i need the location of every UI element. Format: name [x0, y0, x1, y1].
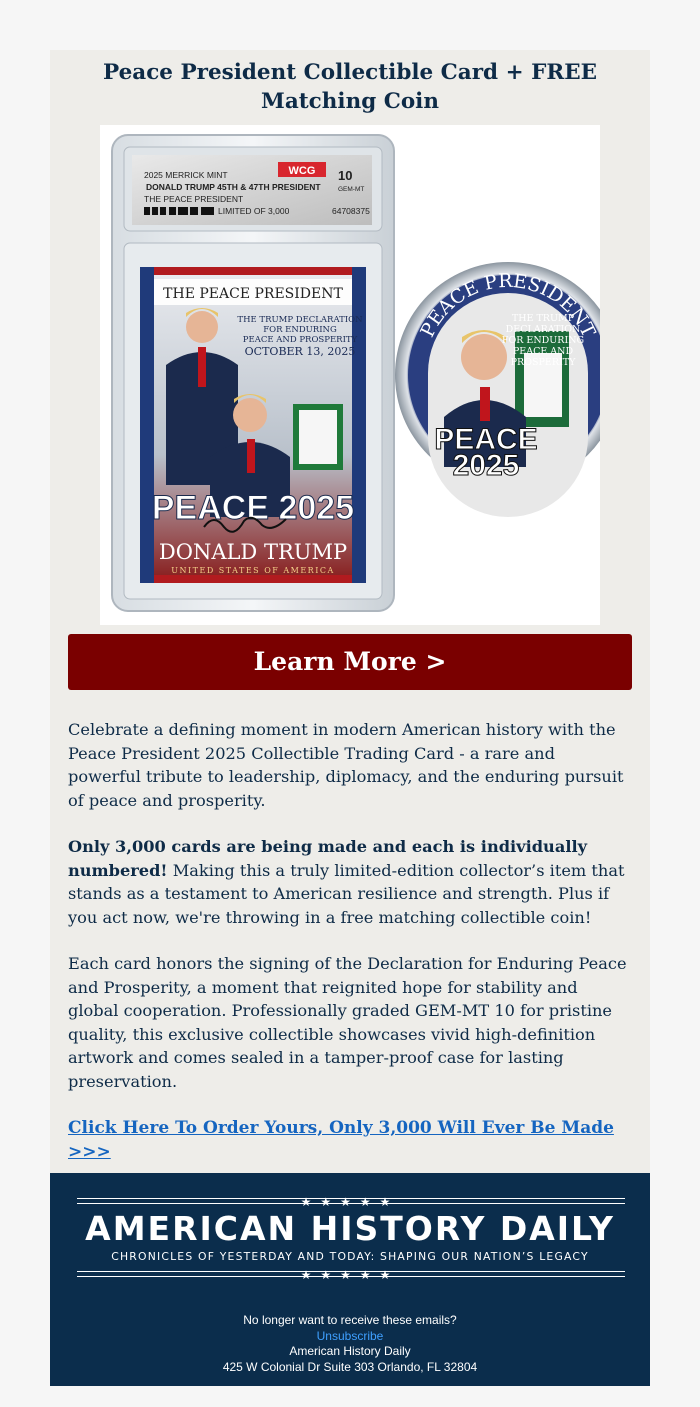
title-line-1: Peace President Collectible Card + FREE: [103, 60, 597, 85]
card-name: DONALD TRUMP: [158, 540, 348, 564]
coin-caption-1: THE TRUMP: [511, 313, 575, 324]
email-body: [68, 718, 628, 1164]
grader-name: WCG: [288, 165, 316, 177]
coin-peace: PEACE: [434, 423, 538, 456]
product-illustration: [100, 125, 600, 625]
brand-tagline: CHRONICLES OF YESTERDAY AND TODAY: SHAPING OUR NATION’S LEGACY: [111, 1250, 589, 1263]
card-banner: THE PEACE PRESIDENT: [163, 286, 343, 302]
star-row-bottom: ★★★★★: [300, 1268, 400, 1282]
slab-label-line-2: DONALD TRUMP 45TH & 47TH PRESIDENT: [146, 182, 321, 192]
card-peace-2025: PEACE 2025: [151, 489, 355, 527]
company-name: American History Daily: [289, 1344, 411, 1358]
product-image[interactable]: [100, 125, 600, 625]
card-date: OCTOBER 13, 2025: [244, 345, 356, 358]
coin-arc-text: PEACE PRESIDENT: [416, 269, 600, 341]
card-caption-1: THE TRUMP DECLARATION: [237, 315, 363, 325]
trading-card: [140, 267, 366, 583]
email-content-card: [50, 50, 650, 1173]
limited-highlight: Only 3,000 cards are being made and each is individually numbered!: [68, 837, 588, 880]
slab-grade-label: GEM-MT: [338, 186, 365, 193]
coin-caption-2: DECLARATION: [505, 324, 581, 335]
matching-coin: [395, 262, 600, 517]
star-row-top: ★★★★★: [300, 1195, 400, 1209]
paragraph-intro: Celebrate a defining moment in modern American history with the Peace President 2025 Collectible Trading Card - a rare and powerful tribute to leadership, diplomacy, and the enduring pursuit of peace and prosperity.: [68, 720, 624, 810]
card-caption-3: PEACE AND PROSPERITY: [242, 335, 358, 345]
email-footer: [50, 1173, 650, 1386]
paragraph-limited: [68, 835, 628, 929]
learn-more-button[interactable]: Learn More >: [68, 634, 632, 690]
title-line-2: Matching Coin: [261, 89, 439, 114]
barcode: [144, 207, 214, 215]
order-link[interactable]: Click Here To Order Yours, Only 3,000 Will Ever Be Made >>>: [68, 1118, 614, 1162]
coin-caption-3: FOR ENDURING: [501, 335, 585, 346]
coin-year: 2025: [452, 449, 520, 482]
coin-caption-5: PROSPERITY: [510, 357, 576, 368]
card-caption-2: FOR ENDURING: [263, 325, 337, 335]
unsubscribe-link[interactable]: Unsubscribe: [316, 1329, 384, 1343]
slab-label-line-3: THE PEACE PRESIDENT: [144, 194, 244, 204]
paragraph-limited-rest: Making this a truly limited-edition collector’s item that stands as a testament to American resilience and strength. Plus if you act now, we're throwing in a free matching collectible coin!: [68, 860, 625, 927]
slab-label-limited: LIMITED OF 3,000: [218, 206, 290, 216]
card-country: UNITED STATES OF AMERICA: [171, 566, 335, 575]
slab-grade: 10: [338, 168, 353, 183]
company-address: 425 W Colonial Dr Suite 303 Orlando, FL 32804: [222, 1360, 478, 1374]
slab-label-line-1: 2025 MERRICK MINT: [144, 170, 228, 180]
coin-caption-4: PEACE AND: [512, 346, 574, 357]
optout-text: No longer want to receive these emails?: [243, 1313, 457, 1327]
paragraph-details: Each card honors the signing of the Declaration for Enduring Peace and Prosperity, a moment that reignited hope for stability and global cooperation. Professionally graded GEM-MT 10 for pristine quality, this exclusive collectible showcases vivid high-definition artwork and comes sealed in a tamper-proof case for lasting preservation.: [68, 954, 627, 1091]
email-title: [50, 58, 650, 116]
brand-name: AMERICAN HISTORY DAILY: [85, 1209, 615, 1248]
slab-serial: 64708375: [332, 206, 370, 216]
